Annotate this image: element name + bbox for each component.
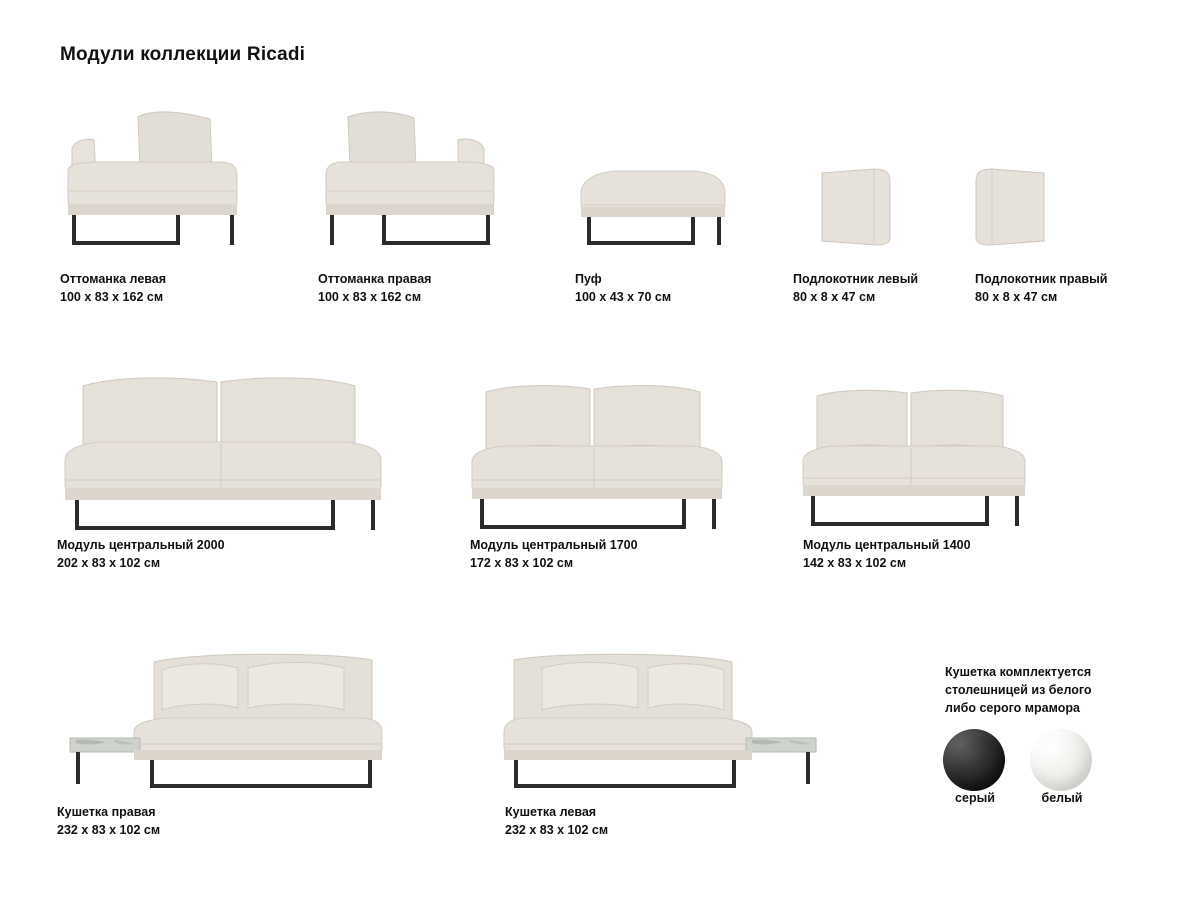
label-module-1400 — [803, 536, 971, 572]
item-dims: 232 x 83 x 102 см — [505, 823, 609, 837]
label-daybed-right — [57, 803, 160, 839]
item-name: Подлокотник правый — [975, 272, 1108, 286]
figure-module-2000 — [55, 368, 400, 533]
swatch-white[interactable] — [1030, 729, 1092, 791]
label-ottoman-right — [318, 270, 431, 306]
swatch-white-label: белый — [1041, 791, 1083, 805]
item-name: Модуль центральный 2000 — [57, 538, 225, 552]
item-name: Подлокотник левый — [793, 272, 919, 286]
item-name: Оттоманка левая — [60, 272, 167, 286]
figure-daybed-left — [500, 640, 870, 800]
label-armrest-left — [793, 270, 918, 306]
figure-armrest-left — [818, 165, 898, 257]
item-dims: 172 x 83 x 102 см — [470, 556, 574, 570]
item-dims: 100 x 83 x 162 см — [318, 290, 422, 304]
page-title: Модули коллекции Ricadi — [60, 44, 306, 65]
item-dims: 100 x 43 x 70 см — [575, 290, 672, 304]
label-daybed-left — [505, 803, 608, 839]
item-name: Модуль центральный 1400 — [803, 538, 971, 552]
figure-pouf — [575, 165, 730, 257]
figure-armrest-right — [968, 165, 1048, 257]
item-dims: 232 x 83 x 102 см — [57, 823, 161, 837]
item-name: Кушетка правая — [57, 805, 156, 819]
label-pouf — [575, 270, 671, 306]
figure-ottoman-right — [318, 105, 503, 255]
figure-ottoman-left — [60, 105, 245, 255]
label-armrest-right — [975, 270, 1107, 306]
item-name: Модуль центральный 1700 — [470, 538, 638, 552]
item-dims: 202 x 83 x 102 см — [57, 556, 161, 570]
figure-daybed-right — [62, 640, 412, 800]
item-dims: 142 x 83 x 102 см — [803, 556, 907, 570]
item-dims: 80 x 8 x 47 см — [975, 290, 1058, 304]
label-module-1700 — [470, 536, 638, 572]
swatch-grey-label: серый — [955, 791, 995, 805]
item-name: Оттоманка правая — [318, 272, 432, 286]
label-module-2000 — [57, 536, 225, 572]
figure-module-1400 — [795, 383, 1035, 533]
item-dims: 100 x 83 x 162 см — [60, 290, 164, 304]
item-name: Пуф — [575, 272, 602, 286]
swatch-grey[interactable] — [943, 729, 1005, 791]
figure-module-1700 — [462, 378, 732, 533]
item-name: Кушетка левая — [505, 805, 597, 819]
label-ottoman-left — [60, 270, 166, 306]
marble-note: Кушетка комплектуется столешницей из белого либо серого мрамора — [945, 665, 1092, 715]
item-dims: 80 x 8 x 47 см — [793, 290, 876, 304]
